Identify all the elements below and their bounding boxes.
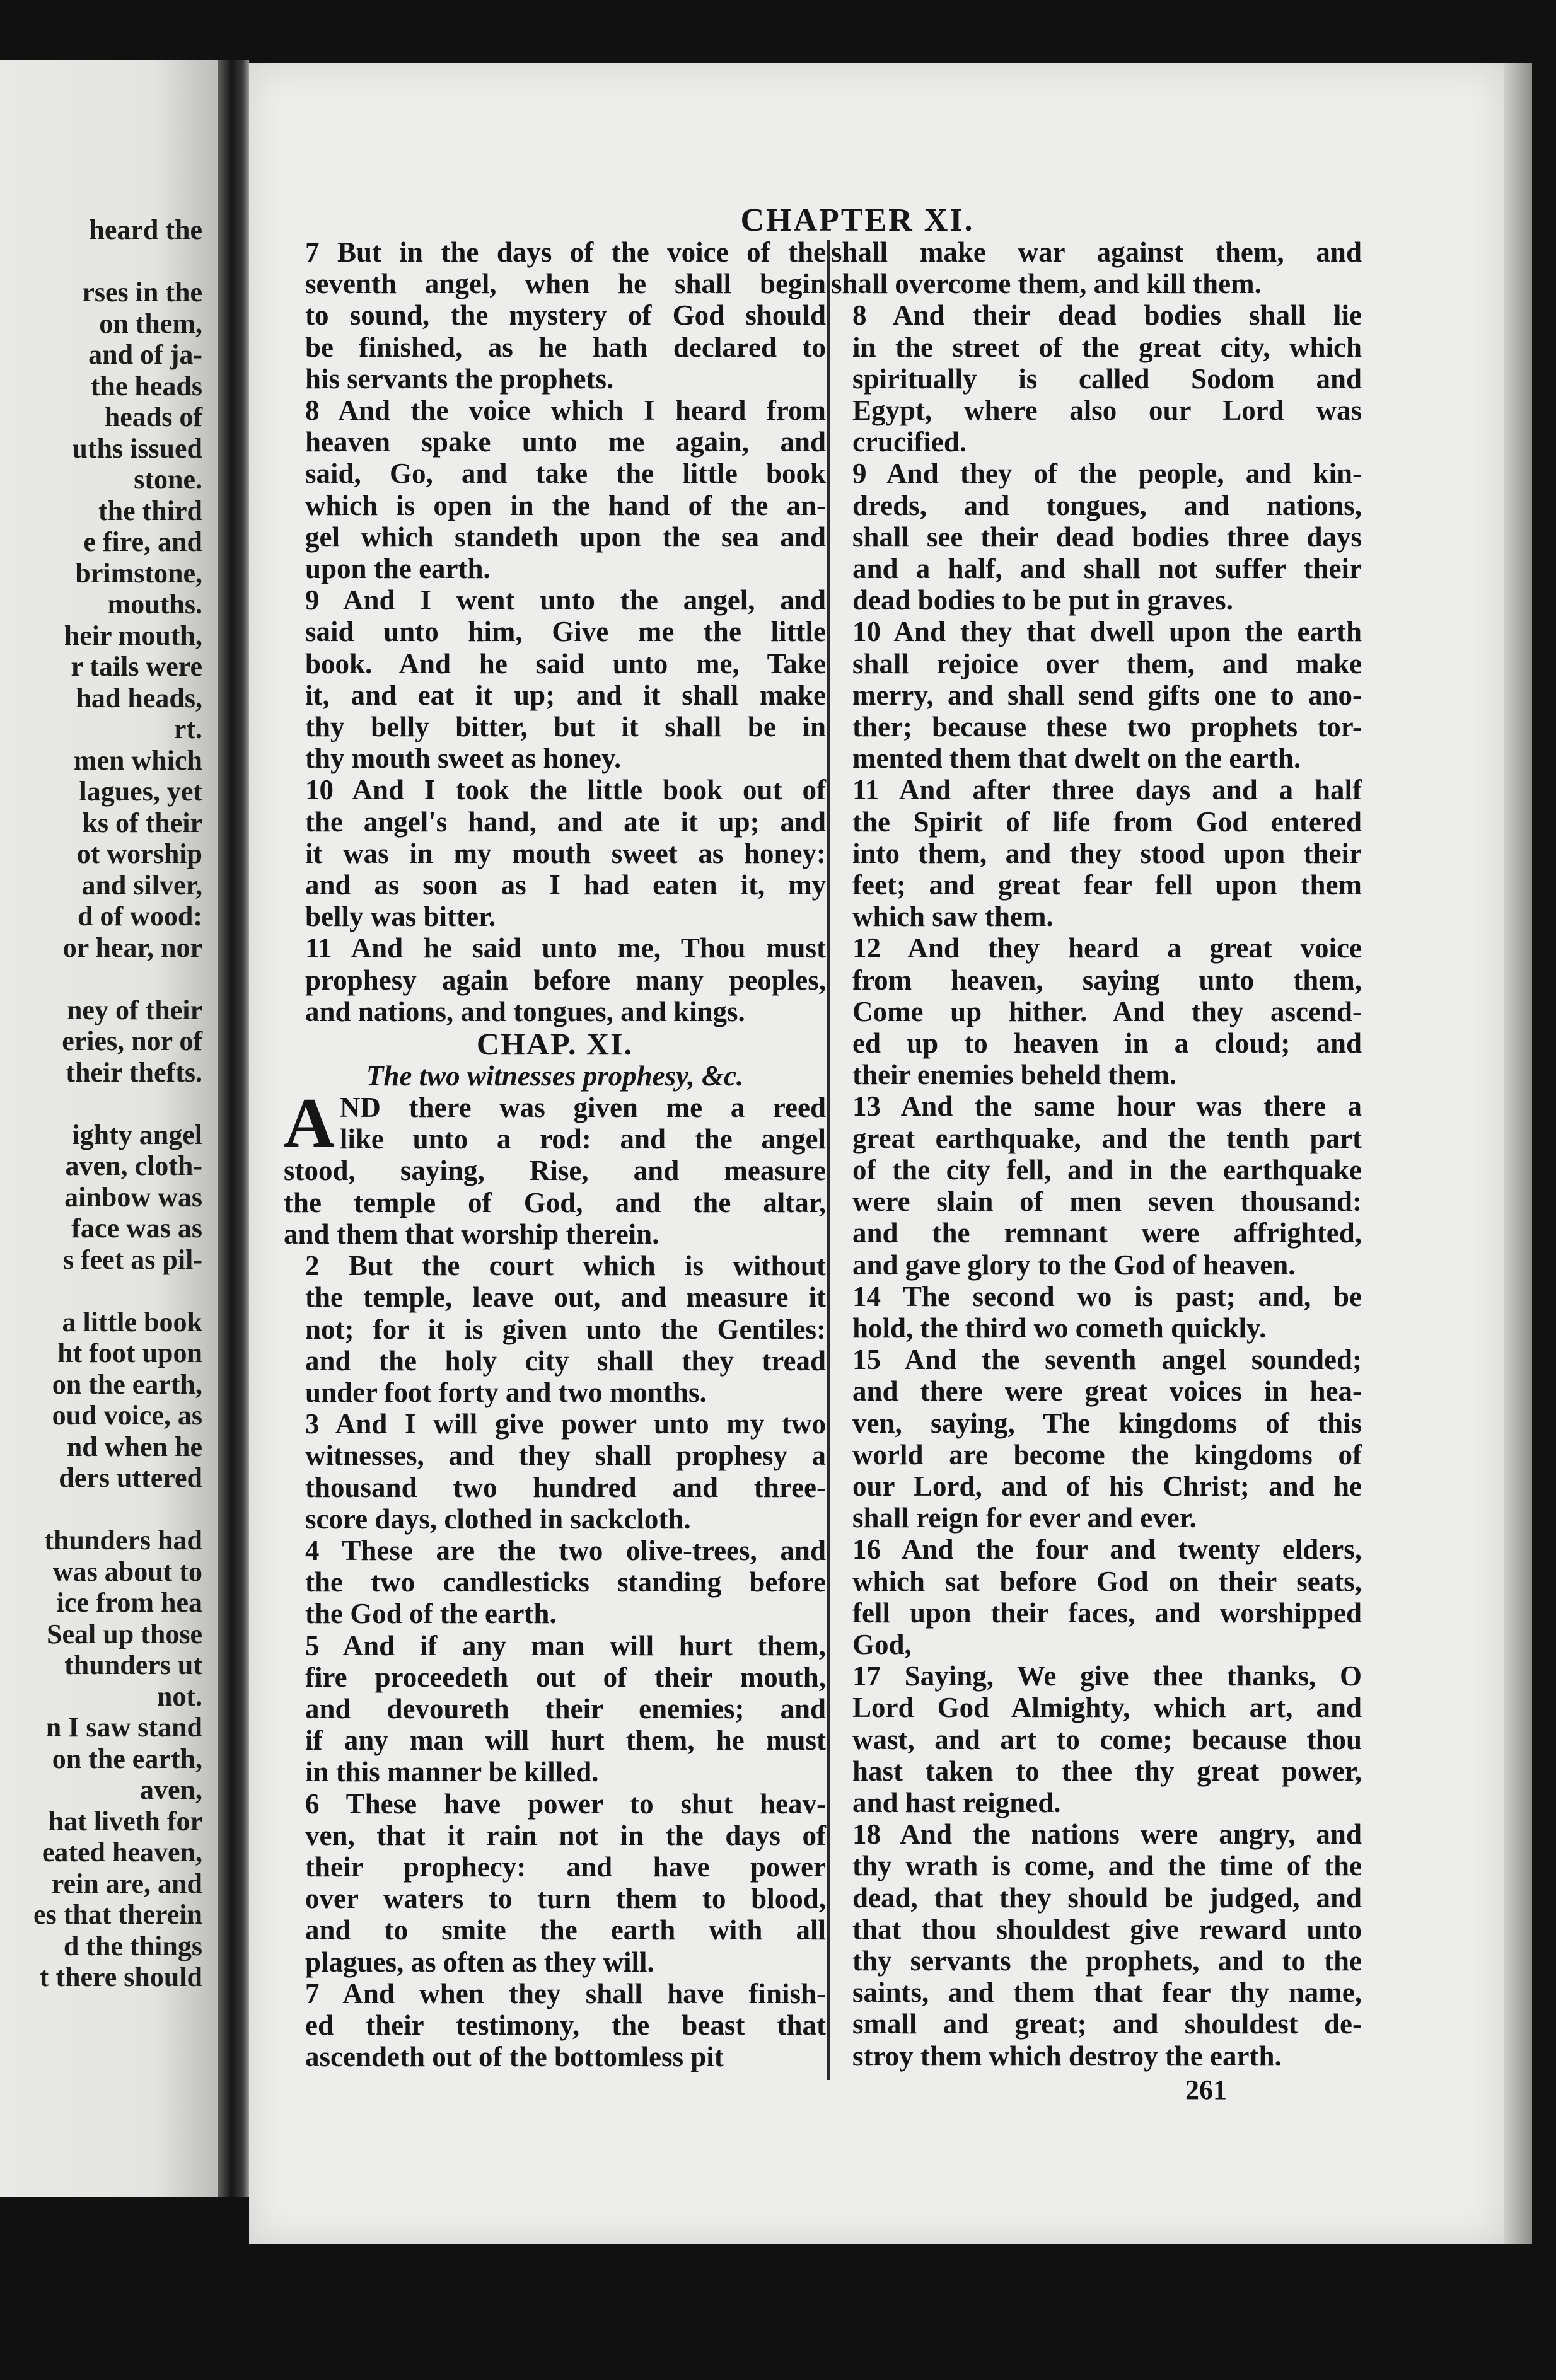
text-line: into them, and they stood upon their (852, 837, 1362, 869)
left-page-line: heads of (104, 401, 202, 432)
text-line: be finished, as he hath declared to (305, 331, 826, 363)
left-page-line: ders uttered (59, 1462, 202, 1493)
text-line: small and great; and shouldest de- (852, 2008, 1362, 2040)
text-line: under foot forty and two months. (305, 1376, 707, 1408)
text-line: the angel's hand, and ate it up; and (305, 806, 826, 838)
verse (284, 395, 826, 584)
text-line: the God of the earth. (305, 1598, 557, 1630)
left-page-line: a little book (62, 1306, 202, 1337)
verse (284, 774, 826, 932)
text-line: 12 And they heard a great voice (852, 932, 1362, 964)
text-line: and as soon as I had eaten it, my (305, 869, 826, 901)
verse (831, 299, 1362, 458)
text-line: ven, that it rain not in the days of (305, 1819, 826, 1851)
text-line: said, Go, and take the little book (305, 458, 826, 490)
left-page-line: d of wood: (77, 901, 202, 932)
text-line: dreds, and tongues, and nations, (852, 489, 1362, 521)
left-page-line: thunders had (44, 1525, 202, 1556)
text-line: Come up hither. And they ascend- (852, 995, 1362, 1027)
text-line: 18 And the nations were angry, and (852, 1818, 1362, 1851)
right-column (831, 236, 1362, 2072)
left-page-line: d the things (63, 1930, 202, 1961)
verse (284, 1408, 826, 1535)
left-page-line: uths issued (72, 432, 202, 464)
left-page-line: rein are, and (51, 1868, 202, 1899)
verse (284, 1535, 826, 1630)
text-line: thy wrath is come, and the time of the (852, 1850, 1362, 1882)
verse (831, 774, 1362, 932)
left-page-line: ighty angel (72, 1119, 202, 1150)
text-line: ascendeth out of the bottomless pit (305, 2041, 724, 2073)
left-page-line: was about to (52, 1556, 202, 1587)
text-line: crucified. (852, 426, 967, 458)
left-page-line: rses in the (82, 277, 202, 308)
left-page-line: eated heaven, (42, 1837, 202, 1868)
text-line: his servants the prophets. (305, 362, 614, 395)
text-line: said unto him, Give me the little (305, 616, 826, 648)
text-line: shall reign for ever and ever. (852, 1502, 1197, 1534)
text-line: stroy them which destroy the earth. (852, 2040, 1282, 2072)
verse (831, 932, 1362, 1090)
text-line: spiritually is called Sodom and (852, 362, 1362, 395)
text-line: fire proceedeth out of their mouth, (305, 1661, 826, 1693)
text-line: ed their testimony, the beast that (305, 2009, 826, 2041)
text-line: 4 These are the two olive-trees, and (305, 1534, 826, 1566)
text-line: shall make war against them, and (831, 236, 1362, 268)
text-line: our Lord, and of his Christ; and he (852, 1470, 1362, 1502)
text-line: saints, and them that fear thy name, (852, 1977, 1362, 2009)
text-line: upon the earth. (305, 553, 491, 585)
left-page-line: r tails were (71, 651, 202, 682)
left-page-line: ainbow was (64, 1181, 202, 1213)
text-line: and the holy city shall they tread (305, 1344, 826, 1377)
left-page-line: face was as (71, 1213, 202, 1244)
verse (284, 1788, 826, 1978)
left-page-line: thunders ut (64, 1649, 202, 1680)
text-line: their prophecy: and have power (305, 1851, 826, 1883)
text-line: and a half, and shall not suffer their (852, 553, 1362, 585)
text-line: 16 And the four and twenty elders, (852, 1534, 1362, 1566)
text-line: in this manner be killed. (305, 1756, 599, 1788)
left-page-line: e fire, and (83, 526, 202, 557)
left-column (284, 236, 826, 2072)
text-line: thy servants the prophets, and to the (852, 1944, 1362, 1977)
verse (831, 1344, 1362, 1534)
left-page-line: heard the (89, 214, 202, 245)
text-line: their enemies beheld them. (852, 1059, 1177, 1091)
left-page-line: brimstone, (75, 557, 202, 589)
left-page-line: aven, (140, 1774, 202, 1805)
left-page-line: ht foot upon (57, 1337, 202, 1368)
text-line: the temple of God, and the altar, (284, 1186, 826, 1218)
text-line: 10 And they that dwell upon the earth (852, 616, 1362, 648)
text-line: witnesses, and they shall prophesy a (305, 1440, 826, 1472)
text-line: Egypt, where also our Lord was (852, 395, 1362, 427)
verse (831, 458, 1362, 616)
text-line: 11 And after three days and a half (852, 774, 1362, 806)
text-line: shall overcome them, and kill them. (831, 268, 1262, 300)
left-page-line (0, 1494, 218, 1525)
text-line: the two candlesticks standing before (305, 1566, 826, 1598)
text-line: ND there was given me a reed (339, 1092, 826, 1124)
verse (284, 1978, 826, 2073)
text-line: stood, saying, Rise, and measure (284, 1155, 826, 1187)
text-line: shall see their dead bodies three days (852, 521, 1362, 553)
left-page-line: on them, (99, 308, 202, 339)
left-page-line: and of ja- (88, 339, 202, 370)
left-page-text (0, 214, 218, 1993)
left-page-line: ks of their (82, 807, 202, 838)
text-line: plagues, as often as they will. (305, 1946, 654, 1978)
text-line: 7 And when they shall have finish- (305, 1977, 826, 2009)
text-line: and there were great voices in hea- (852, 1375, 1362, 1407)
left-page-line: hat liveth for (48, 1805, 202, 1837)
text-line: which saw them. (852, 901, 1054, 933)
text-line: ed up to heaven in a cloud; and (852, 1027, 1362, 1060)
left-page-line: on the earth, (52, 1368, 202, 1400)
text-line: 11 And he said unto me, Thou must (305, 932, 826, 964)
book-gutter (218, 60, 249, 2197)
text-line: 15 And the seventh angel sounded; (852, 1344, 1362, 1376)
text-line: 17 Saying, We give thee thanks, O (852, 1660, 1362, 1692)
left-page-line: nd when he (66, 1431, 202, 1462)
text-line: and nations, and tongues, and kings. (305, 995, 745, 1027)
text-line: belly was bitter. (305, 901, 496, 933)
verse (831, 616, 1362, 774)
text-line: which sat before God on their seats, (852, 1565, 1362, 1597)
text-line: 10 And I took the little book out of (305, 774, 826, 806)
left-page-line: their thefts. (66, 1056, 202, 1088)
text-line: shall rejoice over them, and make (852, 647, 1362, 679)
verse (831, 1818, 1362, 2072)
text-line: 13 And the same hour was there a (852, 1090, 1362, 1123)
left-page-line: ice from hea (56, 1587, 202, 1618)
text-line: ther; because these two prophets tor- (852, 711, 1362, 743)
text-line: which is open in the hand of the an- (305, 489, 826, 521)
text-line: and the remnant were affrighted, (852, 1217, 1362, 1249)
text-line: book. And he said unto me, Take (305, 647, 826, 679)
text-line: thousand two hundred and three- (305, 1471, 826, 1503)
chapter-heading: CHAP. XI. (476, 1026, 634, 1062)
text-line: prophesy again before many peoples, (305, 964, 826, 996)
text-line: and devoureth their enemies; and (305, 1692, 826, 1724)
verse (831, 1281, 1362, 1344)
verse-1 (284, 1084, 826, 1250)
text-line: feet; and great fear fell upon them (852, 869, 1362, 901)
text-line: 8 And their dead bodies shall lie (852, 299, 1362, 332)
left-page-line: the third (98, 495, 202, 526)
text-line: and hast reigned. (852, 1786, 1061, 1818)
text-line: seventh angel, when he shall begin (305, 268, 826, 300)
drop-cap: A (284, 1084, 335, 1163)
verse-continuation (831, 236, 1362, 299)
verse (284, 1250, 826, 1408)
text-line: it was in my mouth sweet as honey: (305, 837, 826, 869)
text-line: like unto a rod: and the angel (339, 1123, 826, 1155)
text-line: in the street of the great city, which (852, 331, 1362, 363)
chapter-summary: The two witnesses prophesy, &c. (366, 1060, 744, 1092)
text-line: thy belly bitter, but it shall be in (305, 711, 826, 743)
text-line: it, and eat it up; and it shall make (305, 679, 826, 711)
left-page-line (0, 1088, 218, 1119)
text-line: 5 And if any man will hurt them, (305, 1629, 826, 1661)
text-line: if any man will hurt them, he must (305, 1724, 826, 1757)
left-page-line: aven, cloth- (65, 1150, 202, 1181)
left-page-line: mouths. (107, 589, 202, 620)
text-line: 3 And I will give power unto my two (305, 1408, 826, 1440)
text-line: great earthquake, and the tenth part (852, 1122, 1362, 1154)
text-line: mented them that dwelt on the earth. (852, 742, 1301, 775)
verse (284, 584, 826, 774)
left-page-line: lagues, yet (79, 776, 202, 807)
left-page-line: ney of their (66, 994, 202, 1025)
left-page-line: and silver, (81, 869, 202, 901)
left-page-line: n I saw stand (45, 1712, 202, 1743)
text-line: 8 And the voice which I heard from (305, 395, 826, 427)
text-line: ven, saying, The kingdoms of this (852, 1407, 1362, 1439)
text-line: wast, and art to come; because thou (852, 1723, 1362, 1755)
text-line: were slain of men seven thousand: (852, 1186, 1362, 1218)
left-page-line: es that therein (33, 1899, 202, 1930)
left-page-line (0, 1275, 218, 1307)
text-line: over waters to turn them to blood, (305, 1883, 826, 1915)
text-line: and gave glory to the God of heaven. (852, 1249, 1296, 1281)
text-line: 2 But the court which is without (305, 1250, 826, 1282)
left-facing-page (0, 60, 218, 2197)
text-line: hold, the third wo cometh quickly. (852, 1312, 1267, 1344)
left-page-line: stone. (134, 464, 202, 495)
left-page-line: eries, nor of (62, 1025, 202, 1056)
verse (284, 1630, 826, 1788)
text-line: gel which standeth upon the sea and (305, 521, 826, 553)
left-page-line: s feet as pil- (62, 1244, 202, 1275)
left-page-line: t there should (39, 1961, 202, 1992)
text-line: thy mouth sweet as honey. (305, 742, 622, 775)
text-line: that thou shouldest give reward unto (852, 1913, 1362, 1945)
left-page-line: had heads, (76, 682, 202, 713)
verse (284, 932, 826, 1027)
text-line: heaven spake unto me again, and (305, 426, 826, 458)
page-edge (1504, 63, 1532, 2244)
left-page-line: the heads (90, 370, 202, 401)
left-page-line: on the earth, (52, 1743, 202, 1774)
text-line: score days, clothed in sackcloth. (305, 1503, 691, 1535)
left-page-line: Seal up those (47, 1618, 202, 1649)
text-line: 6 These have power to shut heav- (305, 1788, 826, 1820)
text-line: 9 And they of the people, and kin- (852, 458, 1362, 490)
text-line: dead bodies to be put in graves. (852, 584, 1233, 616)
column-rule (827, 240, 830, 2080)
text-line: not; for it is given unto the Gentiles: (305, 1313, 826, 1345)
text-line: and them that worship therein. (284, 1218, 659, 1250)
left-page-line: oud voice, as (52, 1400, 202, 1431)
text-line: world are become the kingdoms of (852, 1438, 1362, 1470)
text-line: dead, that they should be judged, and (852, 1881, 1362, 1914)
verse (284, 1084, 826, 1250)
text-line: 14 The second wo is past; and, be (852, 1280, 1362, 1312)
text-line: 7 But in the days of the voice of the (305, 236, 826, 268)
left-page-line (0, 246, 218, 277)
left-page-line: not. (156, 1680, 202, 1712)
left-page-line: men which (73, 744, 202, 776)
left-page-line: ot worship (76, 838, 202, 869)
text-line: the temple, leave out, and measure it (305, 1281, 826, 1314)
verse (831, 1534, 1362, 1660)
text-line: God, (852, 1628, 912, 1660)
text-line: merry, and shall send gifts one to ano- (852, 679, 1362, 711)
text-line: hast taken to thee thy great power, (852, 1755, 1362, 1787)
left-page-line (0, 963, 218, 995)
left-page-line: heir mouth, (64, 620, 202, 651)
verse (831, 1660, 1362, 1818)
text-line: 9 And I went unto the angel, and (305, 584, 826, 616)
verse (284, 236, 826, 395)
text-line: the Spirit of life from God entered (852, 806, 1362, 838)
left-page-line: rt. (173, 713, 202, 744)
text-line: to sound, the mystery of God should (305, 299, 826, 332)
running-head: CHAPTER XI. (740, 202, 975, 238)
left-page-line: or hear, nor (62, 932, 202, 963)
text-line: fell upon their faces, and worshipped (852, 1597, 1362, 1629)
page-number: 261 (1185, 2074, 1227, 2105)
text-line: and to smite the earth with all (305, 1914, 826, 1946)
text-line: from heaven, saying unto them, (852, 964, 1362, 996)
verse (831, 1090, 1362, 1280)
text-line: of the city fell, and in the earthquake (852, 1153, 1362, 1186)
text-line: Lord God Almighty, which art, and (852, 1692, 1362, 1724)
